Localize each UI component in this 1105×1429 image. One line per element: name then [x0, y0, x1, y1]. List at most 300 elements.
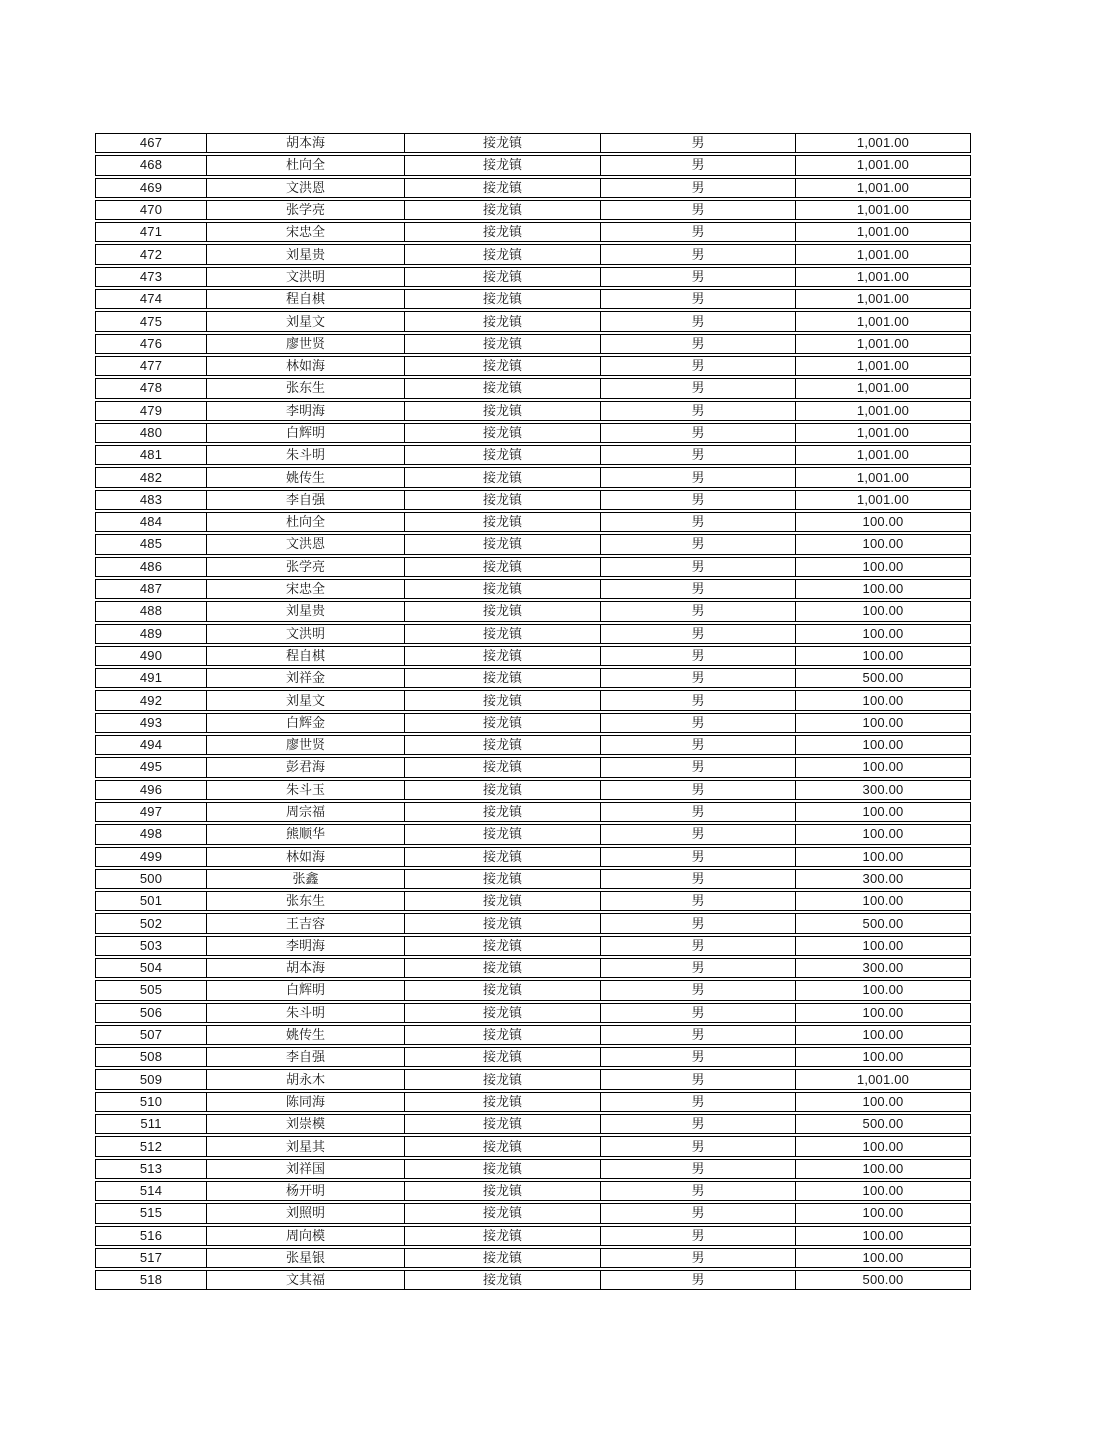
amount-cell: 100.00	[796, 1248, 971, 1268]
table-row	[95, 646, 971, 666]
table-row	[95, 713, 971, 733]
row-number-cell: 482	[95, 467, 207, 487]
amount-cell: 500.00	[796, 913, 971, 933]
person-name-cell: 刘星贵	[207, 601, 405, 621]
amount-cell: 100.00	[796, 735, 971, 755]
table-row	[95, 200, 971, 220]
row-number-cell: 475	[95, 311, 207, 331]
amount-cell: 1,001.00	[796, 200, 971, 220]
town-cell: 接龙镇	[405, 1181, 601, 1201]
row-number-cell: 492	[95, 690, 207, 710]
person-name-cell: 刘崇模	[207, 1114, 405, 1134]
gender-cell: 男	[601, 579, 796, 599]
table-row	[95, 133, 971, 153]
amount-cell: 1,001.00	[796, 267, 971, 287]
person-name-cell: 张鑫	[207, 869, 405, 889]
amount-cell: 100.00	[796, 534, 971, 554]
person-name-cell: 熊顺华	[207, 824, 405, 844]
amount-cell: 500.00	[796, 1114, 971, 1134]
table-row	[95, 668, 971, 688]
person-name-cell: 白辉金	[207, 713, 405, 733]
row-number-cell: 517	[95, 1248, 207, 1268]
gender-cell: 男	[601, 1136, 796, 1156]
row-number-cell: 507	[95, 1025, 207, 1045]
town-cell: 接龙镇	[405, 267, 601, 287]
town-cell: 接龙镇	[405, 668, 601, 688]
gender-cell: 男	[601, 624, 796, 644]
town-cell: 接龙镇	[405, 1003, 601, 1023]
table-row	[95, 267, 971, 287]
amount-cell: 100.00	[796, 1025, 971, 1045]
town-cell: 接龙镇	[405, 490, 601, 510]
table-row	[95, 1226, 971, 1246]
person-name-cell: 张东生	[207, 378, 405, 398]
row-number-cell: 476	[95, 334, 207, 354]
table-row	[95, 178, 971, 198]
person-name-cell: 文洪明	[207, 624, 405, 644]
town-cell: 接龙镇	[405, 423, 601, 443]
town-cell: 接龙镇	[405, 1226, 601, 1246]
person-name-cell: 李明海	[207, 936, 405, 956]
gender-cell: 男	[601, 289, 796, 309]
amount-cell: 100.00	[796, 1092, 971, 1112]
table-row	[95, 735, 971, 755]
gender-cell: 男	[601, 1092, 796, 1112]
amount-cell: 1,001.00	[796, 178, 971, 198]
amount-cell: 1,001.00	[796, 289, 971, 309]
town-cell: 接龙镇	[405, 579, 601, 599]
row-number-cell: 502	[95, 913, 207, 933]
amount-cell: 100.00	[796, 1159, 971, 1179]
gender-cell: 男	[601, 936, 796, 956]
gender-cell: 男	[601, 757, 796, 777]
person-name-cell: 李自强	[207, 1047, 405, 1067]
table-row	[95, 624, 971, 644]
gender-cell: 男	[601, 958, 796, 978]
person-name-cell: 程自棋	[207, 289, 405, 309]
table-row	[95, 1203, 971, 1223]
amount-cell: 100.00	[796, 936, 971, 956]
amount-cell: 300.00	[796, 869, 971, 889]
table-row	[95, 423, 971, 443]
gender-cell: 男	[601, 690, 796, 710]
person-name-cell: 文洪恩	[207, 178, 405, 198]
person-name-cell: 王吉容	[207, 913, 405, 933]
town-cell: 接龙镇	[405, 1203, 601, 1223]
row-number-cell: 493	[95, 713, 207, 733]
person-name-cell: 廖世贤	[207, 334, 405, 354]
town-cell: 接龙镇	[405, 646, 601, 666]
row-number-cell: 511	[95, 1114, 207, 1134]
gender-cell: 男	[601, 1181, 796, 1201]
person-name-cell: 刘祥国	[207, 1159, 405, 1179]
town-cell: 接龙镇	[405, 690, 601, 710]
row-number-cell: 484	[95, 512, 207, 532]
gender-cell: 男	[601, 824, 796, 844]
gender-cell: 男	[601, 646, 796, 666]
amount-cell: 1,001.00	[796, 445, 971, 465]
person-name-cell: 彭君海	[207, 757, 405, 777]
person-name-cell: 廖世贤	[207, 735, 405, 755]
town-cell: 接龙镇	[405, 445, 601, 465]
row-number-cell: 472	[95, 244, 207, 264]
gender-cell: 男	[601, 334, 796, 354]
town-cell: 接龙镇	[405, 847, 601, 867]
person-name-cell: 张东生	[207, 891, 405, 911]
amount-cell: 1,001.00	[796, 467, 971, 487]
table-row	[95, 222, 971, 242]
person-name-cell: 刘照明	[207, 1203, 405, 1223]
roster-table-body	[95, 133, 971, 1290]
table-row	[95, 1136, 971, 1156]
town-cell: 接龙镇	[405, 557, 601, 577]
amount-cell: 1,001.00	[796, 334, 971, 354]
person-name-cell: 周向模	[207, 1226, 405, 1246]
gender-cell: 男	[601, 601, 796, 621]
town-cell: 接龙镇	[405, 735, 601, 755]
amount-cell: 100.00	[796, 980, 971, 1000]
table-row	[95, 690, 971, 710]
table-row	[95, 913, 971, 933]
town-cell: 接龙镇	[405, 1092, 601, 1112]
amount-cell: 100.00	[796, 1047, 971, 1067]
row-number-cell: 487	[95, 579, 207, 599]
town-cell: 接龙镇	[405, 178, 601, 198]
amount-cell: 100.00	[796, 512, 971, 532]
town-cell: 接龙镇	[405, 757, 601, 777]
town-cell: 接龙镇	[405, 780, 601, 800]
gender-cell: 男	[601, 668, 796, 688]
gender-cell: 男	[601, 1069, 796, 1089]
person-name-cell: 文洪恩	[207, 534, 405, 554]
gender-cell: 男	[601, 1203, 796, 1223]
row-number-cell: 518	[95, 1270, 207, 1290]
town-cell: 接龙镇	[405, 133, 601, 153]
row-number-cell: 514	[95, 1181, 207, 1201]
row-number-cell: 515	[95, 1203, 207, 1223]
row-number-cell: 488	[95, 601, 207, 621]
gender-cell: 男	[601, 222, 796, 242]
gender-cell: 男	[601, 802, 796, 822]
amount-cell: 100.00	[796, 1203, 971, 1223]
table-row	[95, 512, 971, 532]
amount-cell: 1,001.00	[796, 490, 971, 510]
amount-cell: 1,001.00	[796, 1069, 971, 1089]
town-cell: 接龙镇	[405, 913, 601, 933]
town-cell: 接龙镇	[405, 155, 601, 175]
town-cell: 接龙镇	[405, 869, 601, 889]
gender-cell: 男	[601, 780, 796, 800]
gender-cell: 男	[601, 178, 796, 198]
town-cell: 接龙镇	[405, 289, 601, 309]
row-number-cell: 500	[95, 869, 207, 889]
town-cell: 接龙镇	[405, 1136, 601, 1156]
row-number-cell: 485	[95, 534, 207, 554]
gender-cell: 男	[601, 311, 796, 331]
table-row	[95, 1003, 971, 1023]
person-name-cell: 杜向全	[207, 155, 405, 175]
table-row	[95, 1047, 971, 1067]
town-cell: 接龙镇	[405, 467, 601, 487]
row-number-cell: 498	[95, 824, 207, 844]
table-row	[95, 445, 971, 465]
amount-cell: 100.00	[796, 891, 971, 911]
table-row	[95, 378, 971, 398]
gender-cell: 男	[601, 1025, 796, 1045]
table-row	[95, 401, 971, 421]
table-row	[95, 958, 971, 978]
amount-cell: 500.00	[796, 668, 971, 688]
gender-cell: 男	[601, 1159, 796, 1179]
town-cell: 接龙镇	[405, 200, 601, 220]
row-number-cell: 473	[95, 267, 207, 287]
person-name-cell: 白辉明	[207, 980, 405, 1000]
town-cell: 接龙镇	[405, 713, 601, 733]
table-row	[95, 757, 971, 777]
gender-cell: 男	[601, 267, 796, 287]
town-cell: 接龙镇	[405, 1047, 601, 1067]
town-cell: 接龙镇	[405, 1248, 601, 1268]
table-row	[95, 869, 971, 889]
gender-cell: 男	[601, 980, 796, 1000]
row-number-cell: 490	[95, 646, 207, 666]
person-name-cell: 刘祥金	[207, 668, 405, 688]
person-name-cell: 张学亮	[207, 200, 405, 220]
gender-cell: 男	[601, 133, 796, 153]
row-number-cell: 469	[95, 178, 207, 198]
row-number-cell: 508	[95, 1047, 207, 1067]
table-row	[95, 1248, 971, 1268]
row-number-cell: 483	[95, 490, 207, 510]
row-number-cell: 494	[95, 735, 207, 755]
person-name-cell: 刘星其	[207, 1136, 405, 1156]
amount-cell: 1,001.00	[796, 155, 971, 175]
amount-cell: 1,001.00	[796, 401, 971, 421]
gender-cell: 男	[601, 356, 796, 376]
row-number-cell: 497	[95, 802, 207, 822]
amount-cell: 1,001.00	[796, 133, 971, 153]
amount-cell: 100.00	[796, 557, 971, 577]
table-row	[95, 534, 971, 554]
gender-cell: 男	[601, 445, 796, 465]
row-number-cell: 477	[95, 356, 207, 376]
table-row	[95, 891, 971, 911]
row-number-cell: 489	[95, 624, 207, 644]
row-number-cell: 505	[95, 980, 207, 1000]
person-name-cell: 朱斗玉	[207, 780, 405, 800]
town-cell: 接龙镇	[405, 222, 601, 242]
amount-cell: 300.00	[796, 780, 971, 800]
gender-cell: 男	[601, 891, 796, 911]
person-name-cell: 李明海	[207, 401, 405, 421]
table-row	[95, 356, 971, 376]
person-name-cell: 程自棋	[207, 646, 405, 666]
gender-cell: 男	[601, 378, 796, 398]
row-number-cell: 478	[95, 378, 207, 398]
table-row	[95, 980, 971, 1000]
row-number-cell: 513	[95, 1159, 207, 1179]
person-name-cell: 文其福	[207, 1270, 405, 1290]
town-cell: 接龙镇	[405, 1159, 601, 1179]
town-cell: 接龙镇	[405, 1270, 601, 1290]
row-number-cell: 501	[95, 891, 207, 911]
amount-cell: 1,001.00	[796, 378, 971, 398]
gender-cell: 男	[601, 155, 796, 175]
town-cell: 接龙镇	[405, 624, 601, 644]
gender-cell: 男	[601, 423, 796, 443]
row-number-cell: 480	[95, 423, 207, 443]
person-name-cell: 白辉明	[207, 423, 405, 443]
amount-cell: 100.00	[796, 847, 971, 867]
town-cell: 接龙镇	[405, 1025, 601, 1045]
table-row	[95, 579, 971, 599]
amount-cell: 1,001.00	[796, 356, 971, 376]
person-name-cell: 刘星贵	[207, 244, 405, 264]
gender-cell: 男	[601, 401, 796, 421]
amount-cell: 300.00	[796, 958, 971, 978]
amount-cell: 100.00	[796, 601, 971, 621]
amount-cell: 100.00	[796, 1181, 971, 1201]
person-name-cell: 胡永木	[207, 1069, 405, 1089]
table-row	[95, 936, 971, 956]
table-row	[95, 1159, 971, 1179]
table-row	[95, 1025, 971, 1045]
row-number-cell: 495	[95, 757, 207, 777]
table-row	[95, 155, 971, 175]
amount-cell: 100.00	[796, 1003, 971, 1023]
gender-cell: 男	[601, 1003, 796, 1023]
gender-cell: 男	[601, 847, 796, 867]
person-name-cell: 李自强	[207, 490, 405, 510]
gender-cell: 男	[601, 1114, 796, 1134]
row-number-cell: 510	[95, 1092, 207, 1112]
town-cell: 接龙镇	[405, 980, 601, 1000]
gender-cell: 男	[601, 490, 796, 510]
row-number-cell: 474	[95, 289, 207, 309]
person-name-cell: 朱斗明	[207, 1003, 405, 1023]
row-number-cell: 499	[95, 847, 207, 867]
person-name-cell: 林如海	[207, 356, 405, 376]
row-number-cell: 509	[95, 1069, 207, 1089]
table-row	[95, 847, 971, 867]
gender-cell: 男	[601, 735, 796, 755]
gender-cell: 男	[601, 467, 796, 487]
town-cell: 接龙镇	[405, 958, 601, 978]
row-number-cell: 504	[95, 958, 207, 978]
roster-table	[95, 131, 971, 1292]
person-name-cell: 姚传生	[207, 1025, 405, 1045]
table-row	[95, 1069, 971, 1089]
town-cell: 接龙镇	[405, 311, 601, 331]
amount-cell: 100.00	[796, 802, 971, 822]
amount-cell: 100.00	[796, 824, 971, 844]
town-cell: 接龙镇	[405, 356, 601, 376]
person-name-cell: 宋忠全	[207, 222, 405, 242]
person-name-cell: 周宗福	[207, 802, 405, 822]
table-row	[95, 490, 971, 510]
table-row	[95, 244, 971, 264]
table-row	[95, 334, 971, 354]
row-number-cell: 486	[95, 557, 207, 577]
amount-cell: 100.00	[796, 646, 971, 666]
row-number-cell: 471	[95, 222, 207, 242]
town-cell: 接龙镇	[405, 512, 601, 532]
person-name-cell: 宋忠全	[207, 579, 405, 599]
person-name-cell: 朱斗明	[207, 445, 405, 465]
row-number-cell: 496	[95, 780, 207, 800]
town-cell: 接龙镇	[405, 334, 601, 354]
town-cell: 接龙镇	[405, 1114, 601, 1134]
amount-cell: 1,001.00	[796, 423, 971, 443]
person-name-cell: 刘星文	[207, 690, 405, 710]
gender-cell: 男	[601, 534, 796, 554]
row-number-cell: 479	[95, 401, 207, 421]
gender-cell: 男	[601, 713, 796, 733]
town-cell: 接龙镇	[405, 401, 601, 421]
row-number-cell: 506	[95, 1003, 207, 1023]
amount-cell: 100.00	[796, 757, 971, 777]
person-name-cell: 姚传生	[207, 467, 405, 487]
row-number-cell: 512	[95, 1136, 207, 1156]
table-row	[95, 289, 971, 309]
town-cell: 接龙镇	[405, 1069, 601, 1089]
person-name-cell: 陈同海	[207, 1092, 405, 1112]
person-name-cell: 胡本海	[207, 958, 405, 978]
amount-cell: 1,001.00	[796, 222, 971, 242]
table-row	[95, 1114, 971, 1134]
amount-cell: 100.00	[796, 690, 971, 710]
row-number-cell: 467	[95, 133, 207, 153]
town-cell: 接龙镇	[405, 601, 601, 621]
person-name-cell: 刘星文	[207, 311, 405, 331]
table-row	[95, 780, 971, 800]
town-cell: 接龙镇	[405, 824, 601, 844]
gender-cell: 男	[601, 200, 796, 220]
person-name-cell: 张星银	[207, 1248, 405, 1268]
table-row	[95, 601, 971, 621]
town-cell: 接龙镇	[405, 378, 601, 398]
gender-cell: 男	[601, 1047, 796, 1067]
table-row	[95, 1181, 971, 1201]
gender-cell: 男	[601, 1226, 796, 1246]
person-name-cell: 林如海	[207, 847, 405, 867]
person-name-cell: 杜向全	[207, 512, 405, 532]
table-row	[95, 311, 971, 331]
table-row	[95, 1092, 971, 1112]
gender-cell: 男	[601, 557, 796, 577]
table-row	[95, 824, 971, 844]
person-name-cell: 杨开明	[207, 1181, 405, 1201]
amount-cell: 500.00	[796, 1270, 971, 1290]
row-number-cell: 516	[95, 1226, 207, 1246]
amount-cell: 100.00	[796, 624, 971, 644]
gender-cell: 男	[601, 869, 796, 889]
table-row	[95, 467, 971, 487]
gender-cell: 男	[601, 512, 796, 532]
town-cell: 接龙镇	[405, 534, 601, 554]
gender-cell: 男	[601, 913, 796, 933]
row-number-cell: 491	[95, 668, 207, 688]
row-number-cell: 503	[95, 936, 207, 956]
person-name-cell: 胡本海	[207, 133, 405, 153]
town-cell: 接龙镇	[405, 891, 601, 911]
row-number-cell: 470	[95, 200, 207, 220]
row-number-cell: 468	[95, 155, 207, 175]
gender-cell: 男	[601, 1248, 796, 1268]
person-name-cell: 张学亮	[207, 557, 405, 577]
amount-cell: 100.00	[796, 1136, 971, 1156]
row-number-cell: 481	[95, 445, 207, 465]
